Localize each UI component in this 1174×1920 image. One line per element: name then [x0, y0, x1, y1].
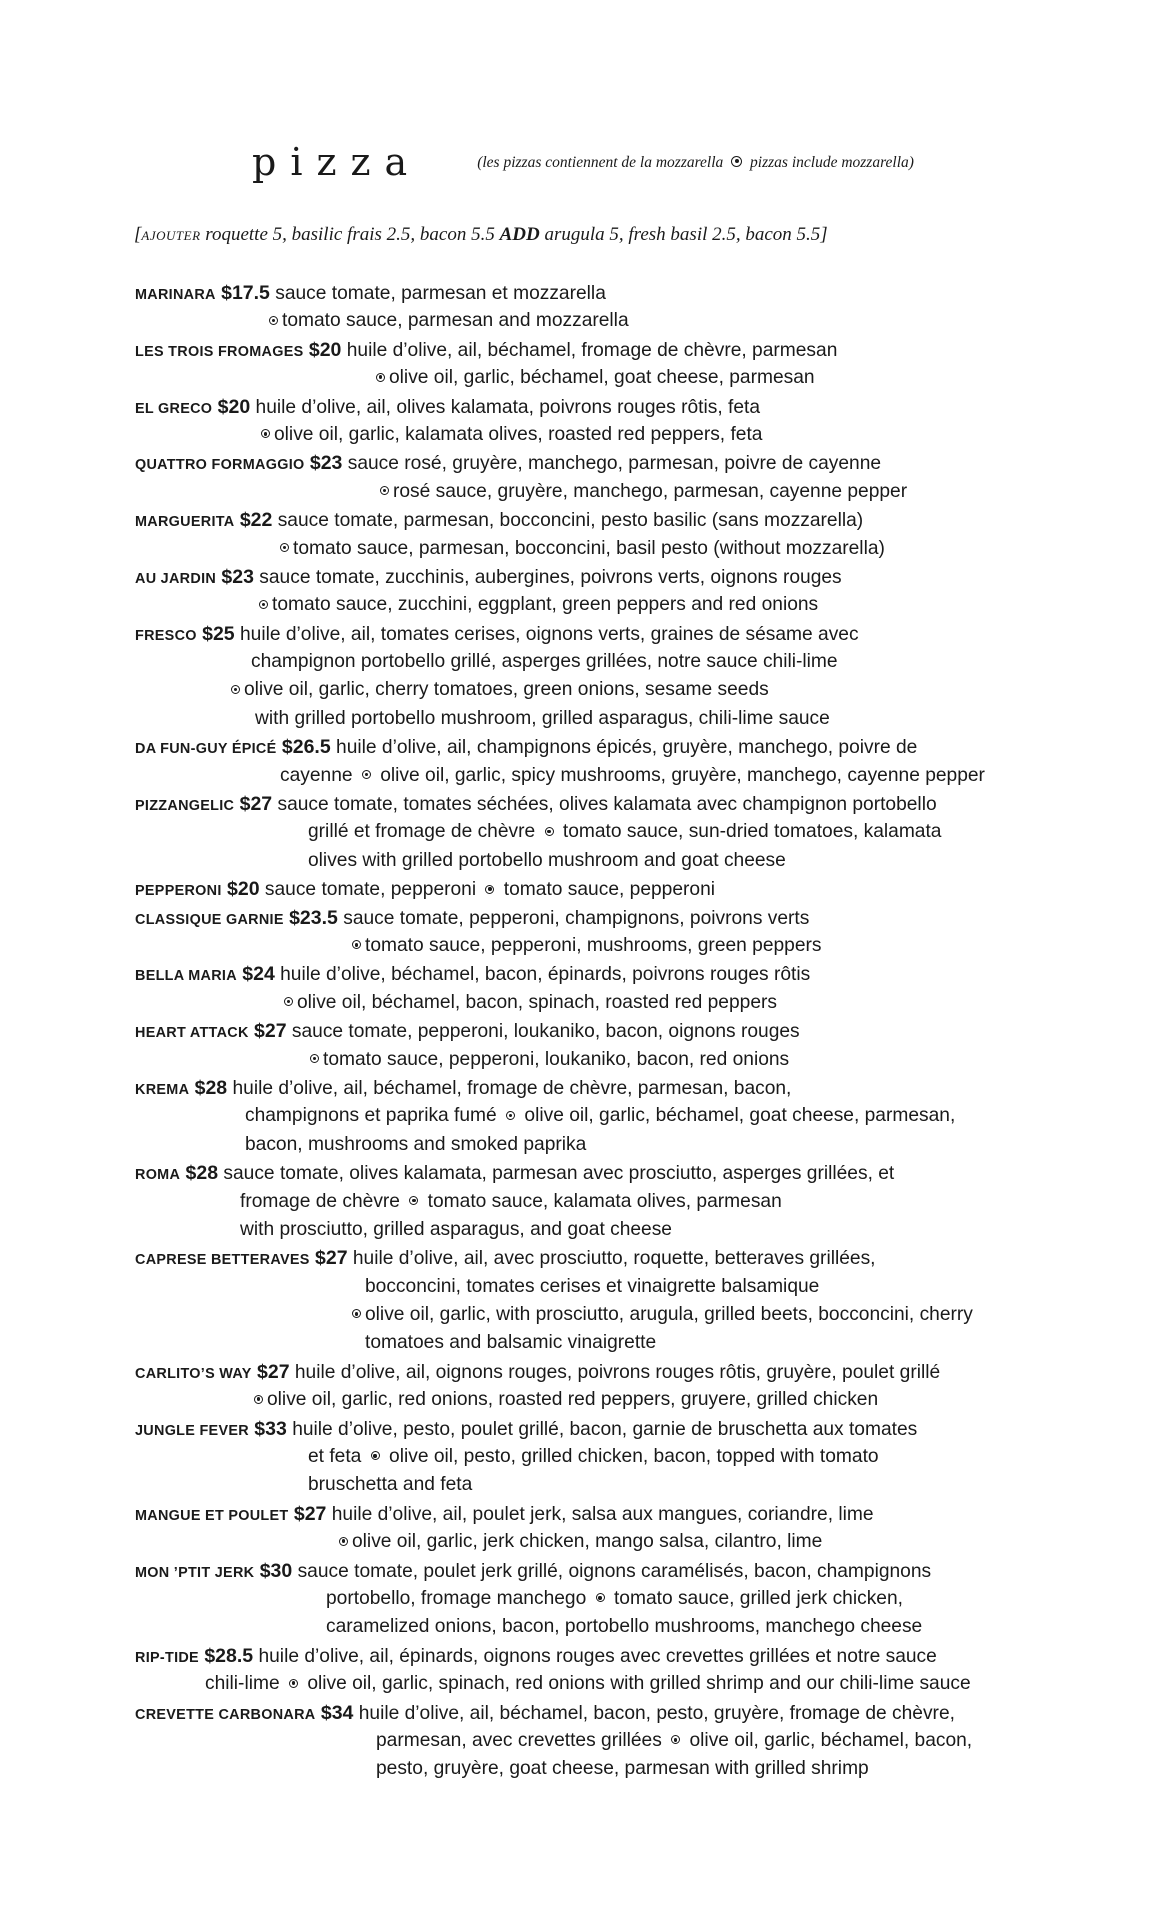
- pizza-name: RIP-TIDE: [135, 1649, 199, 1666]
- pizza-price: $27: [293, 1502, 327, 1525]
- description-text: huile d’olive, ail, tomates cerises, oignons verts, graines de sésame avec: [240, 623, 859, 645]
- description-text: fromage de chèvre: [240, 1190, 400, 1212]
- bullet-icon: [339, 1537, 348, 1546]
- bullet-icon: [289, 1679, 298, 1688]
- description-text: cayenne: [280, 764, 353, 786]
- description-text: olives with grilled portobello mushroom and goat cheese: [308, 849, 786, 871]
- bullet-icon: [371, 1451, 380, 1460]
- menu-description-line: [135, 535, 1055, 563]
- menu-description-line: [135, 1386, 1055, 1414]
- menu-description-line: [135, 1471, 1055, 1499]
- menu-description-line: [135, 1188, 1055, 1216]
- pizza-name: QUATTRO FORMAGGIO: [135, 457, 305, 474]
- description-text: bocconcini, tomates cerises et vinaigrette balsamique: [365, 1275, 820, 1297]
- description-text: caramelized onions, bacon, portobello mushrooms, manchego cheese: [326, 1616, 923, 1638]
- bullet-icon: [352, 940, 361, 949]
- pizza-name: PIZZANGELIC: [135, 798, 235, 815]
- menu-description-line: [135, 648, 1055, 676]
- menu-description-line: [135, 989, 1055, 1017]
- description-text: portobello, fromage manchego: [326, 1587, 587, 1609]
- description-text: bruschetta and feta: [308, 1474, 473, 1496]
- description-text: huile d’olive, ail, poulet jerk, salsa aux mangues, coriandre, lime: [331, 1503, 874, 1525]
- description-text: tomato sauce, parmesan and mozzarella: [282, 310, 629, 332]
- pizza-name: HEART ATTACK: [135, 1025, 249, 1042]
- description-text: huile d’olive, ail, béchamel, fromage de chèvre, parmesan: [346, 339, 838, 361]
- pizza-price: $23.5: [289, 906, 338, 929]
- menu-item-line: [135, 393, 1055, 421]
- menu-item-line: [135, 960, 1055, 988]
- menu-description-line: [135, 364, 1055, 392]
- menu-description-line: [135, 1613, 1055, 1641]
- menu-description-line: [135, 1528, 1055, 1556]
- menu-description-line: [135, 1443, 1055, 1471]
- description-text: tomato sauce, pepperoni: [503, 879, 715, 901]
- pizza-list: [135, 279, 1055, 1784]
- pizza-price: $20: [227, 878, 260, 901]
- description-text: olive oil, garlic, jerk chicken, mango salsa, cilantro, lime: [352, 1531, 823, 1553]
- pizza-name: CARLITO’S WAY: [135, 1365, 252, 1382]
- description-text: rosé sauce, gruyère, manchego, parmesan, cayenne pepper: [393, 480, 908, 502]
- menu-description-line: [135, 307, 1055, 335]
- description-text: et feta: [308, 1446, 362, 1468]
- menu-item-line: [135, 904, 1055, 932]
- description-text: tomato sauce, parmesan, bocconcini, basil pesto (without mozzarella): [293, 537, 885, 559]
- menu-description-line: [135, 1131, 1055, 1159]
- pizza-price: $28: [194, 1076, 228, 1099]
- bullet-icon: [231, 685, 240, 694]
- pizza-name: EL GRECO: [135, 400, 213, 417]
- pizza-price: $27: [239, 793, 273, 816]
- description-text: olive oil, garlic, spicy mushrooms, gruyère, manchego, cayenne pepper: [380, 764, 985, 786]
- description-text: pesto, gruyère, goat cheese, parmesan with grilled shrimp: [376, 1758, 869, 1780]
- description-text: huile d’olive, ail, béchamel, bacon, pesto, gruyère, fromage de chèvre,: [358, 1702, 955, 1724]
- pizza-name: JUNGLE FEVER: [135, 1422, 249, 1439]
- menu-description-line: [135, 1585, 1055, 1613]
- description-text: huile d’olive, béchamel, bacon, épinards, poivrons rouges rôtis: [280, 964, 811, 986]
- menu-item-line: [135, 506, 1055, 534]
- description-text: tomato sauce, zucchini, eggplant, green peppers and red onions: [272, 594, 819, 616]
- pizza-name: PEPPERONI: [135, 883, 222, 900]
- description-text: champignons et paprika fumé: [245, 1105, 497, 1127]
- description-text: huile d’olive, ail, épinards, oignons rouges avec crevettes grillées et notre sauce: [258, 1645, 937, 1667]
- addons-items-fr: roquette 5, basilic frais 2.5, bacon 5.5: [205, 224, 495, 245]
- menu-item-line: [135, 1500, 1055, 1528]
- bullet-icon: [362, 770, 371, 779]
- pizza-name: ROMA: [135, 1167, 181, 1184]
- pizza-price: $28: [185, 1162, 219, 1185]
- pizza-price: $26.5: [281, 736, 331, 759]
- pizza-name: BELLA MARIA: [135, 968, 237, 985]
- description-text: huile d’olive, ail, avec prosciutto, roquette, betteraves grillées,: [352, 1248, 876, 1270]
- menu-item-line: [135, 336, 1055, 364]
- pizza-price: $24: [242, 963, 275, 986]
- pizza-price: $27: [254, 1020, 287, 1043]
- pizza-price: $23: [221, 565, 254, 588]
- bullet-icon: [380, 486, 389, 495]
- description-text: olive oil, pesto, grilled chicken, bacon, topped with tomato: [389, 1446, 879, 1468]
- bullet-icon: [485, 885, 494, 894]
- menu-description-line: [135, 478, 1055, 506]
- menu-description-line: [135, 818, 1055, 846]
- pizza-name: KREMA: [135, 1081, 190, 1098]
- bullet-icon: [352, 1309, 361, 1318]
- description-text: huile d’olive, ail, béchamel, fromage de chèvre, parmesan, bacon,: [232, 1077, 792, 1099]
- menu-item-line: [135, 1642, 1055, 1670]
- menu-description-line: [135, 1670, 1055, 1698]
- description-text: olive oil, garlic, spinach, red onions with grilled shrimp and our chili-lime sauce: [307, 1673, 971, 1695]
- menu-description-line: [135, 1755, 1055, 1783]
- description-text: tomato sauce, kalamata olives, parmesan: [427, 1190, 782, 1212]
- bullet-icon: [671, 1735, 680, 1744]
- mozzarella-note-en: pizzas include mozzarella): [750, 154, 914, 171]
- bullet-icon: [261, 429, 270, 438]
- pizza-name: CAPRESE BETTERAVES: [135, 1252, 310, 1269]
- page-title: pizza: [252, 140, 422, 184]
- bullet-icon: [596, 1593, 605, 1602]
- pizza-name: AU JARDIN: [135, 570, 217, 587]
- menu-header: [252, 140, 914, 184]
- menu-description-line: [135, 1046, 1055, 1074]
- bullet-icon: [731, 156, 742, 167]
- menu-item-line: [135, 1699, 1055, 1727]
- description-text: champignon portobello grillé, asperges grillées, notre sauce chili-lime: [251, 651, 838, 673]
- menu-item-line: [135, 1557, 1055, 1585]
- description-text: huile d’olive, ail, champignons épicés, gruyère, manchego, poivre de: [336, 737, 918, 759]
- bullet-icon: [284, 997, 293, 1006]
- menu-item-line: [135, 875, 1055, 903]
- menu-description-line: [135, 705, 1055, 733]
- description-text: tomato sauce, sun-dried tomatoes, kalamata: [562, 821, 942, 843]
- description-text: sauce tomate, tomates séchées, olives kalamata avec champignon portobello: [277, 794, 937, 816]
- addons-label-fr: ajouter: [141, 224, 201, 245]
- pizza-name: MANGUE ET POULET: [135, 1507, 289, 1524]
- description-text: olive oil, garlic, with prosciutto, arugula, grilled beets, bocconcini, cherry: [365, 1304, 973, 1326]
- menu-description-line: [135, 1102, 1055, 1130]
- description-text: sauce tomate, poulet jerk grillé, oignons caramélisés, bacon, champignons: [297, 1560, 932, 1582]
- pizza-price: $34: [320, 1701, 354, 1724]
- bullet-icon: [310, 1054, 319, 1063]
- description-text: olive oil, béchamel, bacon, spinach, roasted red peppers: [297, 991, 777, 1013]
- menu-item-line: [135, 1074, 1055, 1102]
- description-text: huile d’olive, ail, oignons rouges, poivrons rouges rôtis, gruyère, poulet grillé: [294, 1361, 941, 1383]
- description-text: olive oil, garlic, béchamel, goat cheese, parmesan,: [524, 1105, 956, 1127]
- pizza-name: MON ’PTIT JERK: [135, 1564, 255, 1581]
- bullet-icon: [254, 1395, 263, 1404]
- description-text: sauce tomate, pepperoni: [264, 879, 477, 901]
- menu-description-line: [135, 847, 1055, 875]
- mozzarella-note-fr: (les pizzas contiennent de la mozzarella: [477, 154, 724, 171]
- menu-description-line: [135, 421, 1055, 449]
- pizza-price: $27: [257, 1360, 290, 1383]
- pizza-name: MARINARA: [135, 287, 216, 303]
- menu-item-line: [135, 620, 1055, 648]
- description-text: tomato sauce, pepperoni, mushrooms, green peppers: [365, 934, 822, 956]
- menu-description-line: [135, 1329, 1055, 1357]
- description-text: sauce tomate, olives kalamata, parmesan avec prosciutto, asperges grillées, et: [223, 1163, 895, 1185]
- menu-item-line: [135, 1159, 1055, 1187]
- description-text: sauce tomate, zucchinis, aubergines, poivrons verts, oignons rouges: [259, 566, 842, 588]
- description-text: sauce tomate, pepperoni, champignons, poivrons verts: [343, 907, 810, 929]
- description-text: sauce tomate, parmesan et mozzarella: [275, 283, 606, 304]
- pizza-price: $20: [308, 338, 342, 361]
- pizza-price: $23: [309, 452, 343, 475]
- bullet-icon: [269, 316, 278, 325]
- menu-item-line: [135, 279, 1055, 307]
- pizza-name: LES TROIS FROMAGES: [135, 343, 304, 360]
- description-text: tomatoes and balsamic vinaigrette: [365, 1332, 657, 1354]
- addons-line: [134, 224, 828, 246]
- menu-item-line: [135, 1017, 1055, 1045]
- pizza-price: $20: [217, 395, 251, 418]
- menu-item-line: [135, 1415, 1055, 1443]
- description-text: tomato sauce, pepperoni, loukaniko, bacon, red onions: [323, 1048, 790, 1070]
- addons-bracket: [: [134, 224, 142, 245]
- menu-description-line: [135, 1727, 1055, 1755]
- addons-items-en: arugula 5, fresh basil 2.5, bacon 5.5]: [544, 224, 828, 245]
- pizza-price: $33: [254, 1417, 287, 1440]
- description-text: huile d’olive, pesto, poulet grillé, bacon, garnie de bruschetta aux tomates: [292, 1418, 918, 1440]
- bullet-icon: [376, 373, 385, 382]
- description-text: olive oil, garlic, béchamel, goat cheese, parmesan: [389, 367, 815, 389]
- description-text: chili-lime: [205, 1673, 280, 1695]
- menu-description-line: [135, 1273, 1055, 1301]
- pizza-price: $28.5: [204, 1644, 254, 1667]
- description-text: parmesan, avec crevettes grillées: [376, 1729, 662, 1751]
- description-text: olive oil, garlic, kalamata olives, roasted red peppers, feta: [274, 423, 763, 445]
- menu-item-line: [135, 1244, 1055, 1272]
- menu-item-line: [135, 733, 1055, 761]
- pizza-name: DA FUN-GUY ÉPICÉ: [135, 741, 277, 758]
- bullet-icon: [409, 1196, 418, 1205]
- pizza-price: $17.5: [221, 282, 270, 304]
- pizza-name: CREVETTE CARBONARA: [135, 1706, 316, 1723]
- bullet-icon: [545, 827, 554, 836]
- bullet-icon: [259, 600, 268, 609]
- bullet-icon: [280, 543, 289, 552]
- description-text: sauce tomate, pepperoni, loukaniko, bacon, oignons rouges: [291, 1021, 800, 1043]
- description-text: olive oil, garlic, béchamel, bacon,: [689, 1729, 973, 1751]
- description-text: olive oil, garlic, red onions, roasted red peppers, gruyere, grilled chicken: [267, 1389, 879, 1411]
- description-text: bacon, mushrooms and smoked paprika: [245, 1133, 587, 1155]
- pizza-name: MARGUERITA: [135, 514, 235, 531]
- menu-item-line: [135, 790, 1055, 818]
- description-text: with prosciutto, grilled asparagus, and goat cheese: [240, 1218, 672, 1240]
- description-text: huile d’olive, ail, olives kalamata, poivrons rouges rôtis, feta: [255, 396, 761, 418]
- description-text: grillé et fromage de chèvre: [308, 821, 536, 843]
- description-text: sauce rosé, gruyère, manchego, parmesan, poivre de cayenne: [347, 453, 882, 475]
- menu-item-line: [135, 563, 1055, 591]
- menu-item-line: [135, 1358, 1055, 1386]
- menu-description-line: [135, 762, 1055, 790]
- description-text: with grilled portobello mushroom, grilled asparagus, chili-lime sauce: [255, 707, 830, 729]
- description-text: sauce tomate, parmesan, bocconcini, pesto basilic (sans mozzarella): [277, 510, 864, 532]
- pizza-price: $30: [259, 1559, 293, 1582]
- menu-description-line: [135, 1301, 1055, 1329]
- menu-description-line: [135, 676, 1055, 704]
- description-text: olive oil, garlic, cherry tomatoes, green onions, sesame seeds: [244, 679, 769, 701]
- bullet-icon: [506, 1111, 515, 1120]
- pizza-name: FRESCO: [135, 627, 197, 644]
- menu-description-line: [135, 591, 1055, 619]
- pizza-price: $22: [239, 509, 273, 532]
- pizza-price: $25: [202, 622, 235, 645]
- description-text: tomato sauce, grilled jerk chicken,: [613, 1587, 903, 1609]
- menu-description-line: [135, 932, 1055, 960]
- addons-label-en: ADD: [499, 224, 540, 245]
- menu-item-line: [135, 449, 1055, 477]
- pizza-name: CLASSIQUE GARNIE: [135, 911, 284, 928]
- mozzarella-note: [477, 154, 914, 171]
- menu-description-line: [135, 1216, 1055, 1244]
- pizza-price: $27: [315, 1247, 348, 1270]
